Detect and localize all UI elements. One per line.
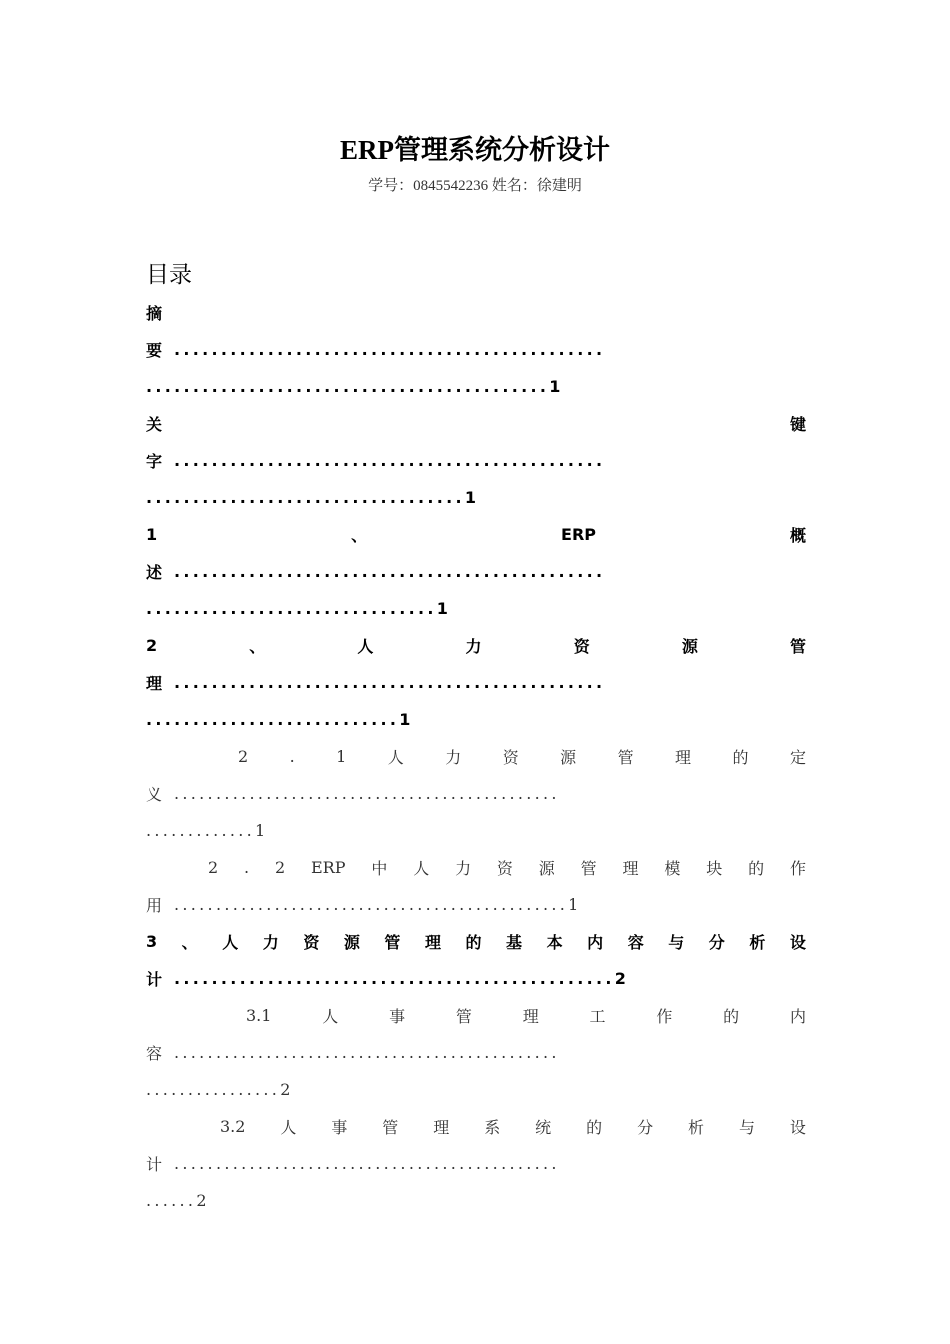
- toc-text: 力: [465, 637, 482, 656]
- toc-text: 2: [238, 747, 249, 766]
- toc-line: [146, 590, 806, 627]
- toc-text: 事: [389, 1007, 406, 1026]
- toc-page-number: 2: [280, 1080, 291, 1099]
- toc-line: [146, 1034, 806, 1071]
- toc-text: 键: [789, 415, 806, 434]
- toc-text: 工: [589, 1007, 606, 1026]
- toc-text: ERP: [561, 525, 597, 544]
- toc-line: [146, 738, 806, 775]
- toc-text: 、: [249, 637, 266, 656]
- toc-text: 本: [546, 933, 563, 952]
- toc-text: 的: [586, 1118, 603, 1137]
- toc-text: 力: [445, 748, 462, 767]
- toc-text: 关: [146, 415, 163, 434]
- toc-text: 设: [789, 1118, 806, 1137]
- toc-text: 理: [424, 933, 441, 952]
- toc-text: 管: [580, 859, 597, 878]
- toc-line: [146, 627, 806, 664]
- toc-leader-dots: ...........................................: [146, 377, 550, 396]
- toc-text: 容: [627, 933, 644, 952]
- toc-leader-dots: ..............................................: [174, 784, 560, 803]
- toc-text: 模: [664, 859, 681, 878]
- toc-line: [146, 442, 806, 479]
- toc-text: 分: [708, 933, 725, 952]
- toc-leader-dots: ..............................................: [174, 673, 606, 692]
- toc-text: 管: [455, 1007, 472, 1026]
- toc-text: 内: [587, 933, 604, 952]
- toc-text: 述: [146, 563, 163, 582]
- toc-leader-dots: ...............................: [146, 599, 437, 618]
- toc-text: 的: [732, 748, 749, 767]
- toc-text: 理: [433, 1118, 450, 1137]
- toc-leader-dots: ...........................: [146, 710, 400, 729]
- toc-text: 3.2: [220, 1117, 246, 1136]
- toc-text: 设: [789, 933, 806, 952]
- toc-text: 系: [484, 1118, 501, 1137]
- toc-page-number: 2: [196, 1191, 207, 1210]
- toc-text: 用: [146, 896, 163, 915]
- toc-text: .: [289, 747, 295, 766]
- toc-text: 源: [343, 933, 360, 952]
- toc-text: 资: [573, 637, 590, 656]
- toc-text: 摘: [146, 304, 163, 323]
- toc-text: 分: [637, 1118, 654, 1137]
- toc-leader-dots: ..............................................: [174, 340, 606, 359]
- toc-text: 基: [506, 933, 523, 952]
- toc-text: 与: [668, 933, 685, 952]
- toc-line: [146, 1182, 806, 1219]
- document-title: ERP管理系统分析设计: [340, 135, 610, 165]
- toc-text: 的: [465, 933, 482, 952]
- toc-text: 源: [538, 859, 555, 878]
- toc-line: [146, 479, 806, 516]
- toc-text: 的: [723, 1007, 740, 1026]
- toc-heading: 目录: [146, 262, 192, 288]
- toc-text: 人: [222, 933, 239, 952]
- toc-page-number: 1: [399, 710, 411, 729]
- toc-text: 、: [181, 933, 198, 952]
- toc-text: 资: [303, 933, 320, 952]
- toc-line: [146, 923, 806, 960]
- toc-line: [146, 997, 806, 1034]
- toc-page-number: 1: [436, 599, 448, 618]
- toc-text: 理: [522, 1007, 539, 1026]
- toc-line: [146, 775, 806, 812]
- toc-text: 人: [280, 1118, 297, 1137]
- document-subtitle: 学号：0845542236 姓名：徐建明: [368, 178, 582, 194]
- toc-text: 字: [146, 452, 163, 471]
- toc-page-number: 1: [464, 488, 476, 507]
- toc-leader-dots: .............: [146, 821, 256, 840]
- toc-text: 力: [455, 859, 472, 878]
- toc-page-number: 1: [255, 821, 266, 840]
- toc-text: 源: [560, 748, 577, 767]
- toc-text: 块: [706, 859, 723, 878]
- toc-line: [146, 664, 806, 701]
- toc-line: [146, 368, 806, 405]
- toc-text: 人: [387, 748, 404, 767]
- toc-text: 统: [535, 1118, 552, 1137]
- toc-leader-dots: ..............................................: [174, 1043, 560, 1062]
- toc-text: 管: [617, 748, 634, 767]
- toc-text: 与: [738, 1118, 755, 1137]
- toc-text: 中: [371, 859, 388, 878]
- toc-leader-dots: ...............................................: [174, 895, 569, 914]
- toc-line: [146, 1145, 806, 1182]
- toc-line: [146, 886, 806, 923]
- toc-text: 的: [748, 859, 765, 878]
- toc-text: 作: [789, 859, 806, 878]
- toc-line: [146, 849, 806, 886]
- toc-line: [146, 331, 806, 368]
- toc-text: 要: [146, 341, 163, 360]
- toc-text: 管: [384, 933, 401, 952]
- toc-text: 析: [749, 933, 766, 952]
- toc-line: [146, 960, 806, 997]
- toc-line: [146, 1071, 806, 1108]
- toc-text: 理: [146, 674, 163, 693]
- toc-line: [146, 812, 806, 849]
- toc-text: .: [244, 858, 250, 877]
- toc-leader-dots: ..............................................: [174, 451, 606, 470]
- table-of-contents: [146, 294, 806, 1219]
- toc-line: [146, 294, 806, 331]
- toc-text: 人: [357, 637, 374, 656]
- toc-text: 、: [351, 526, 368, 545]
- toc-line: [146, 405, 806, 442]
- toc-text: 力: [262, 933, 279, 952]
- toc-text: 义: [146, 785, 163, 804]
- toc-text: 2: [274, 858, 286, 877]
- toc-text: 析: [688, 1118, 705, 1137]
- toc-text: 作: [656, 1007, 673, 1026]
- toc-page-number: 1: [549, 377, 561, 396]
- toc-text: 管: [382, 1118, 399, 1137]
- toc-leader-dots: ................: [146, 1080, 281, 1099]
- toc-page-number: 2: [614, 969, 626, 988]
- toc-text: 定: [789, 748, 806, 767]
- toc-page-number: 1: [568, 895, 579, 914]
- toc-text: 资: [502, 748, 519, 767]
- toc-text: 3.1: [246, 1006, 272, 1025]
- toc-leader-dots: ......: [146, 1191, 197, 1210]
- toc-text: 计: [146, 970, 163, 989]
- toc-leader-dots: ...............................................: [174, 969, 615, 988]
- toc-text: 管: [789, 637, 806, 656]
- toc-text: ERP: [311, 858, 346, 877]
- toc-text: 计: [146, 1155, 163, 1174]
- toc-text: 容: [146, 1044, 163, 1063]
- toc-text: 1: [336, 747, 347, 766]
- toc-text: 资: [496, 859, 513, 878]
- toc-text: 2: [146, 636, 158, 655]
- toc-text: 概: [789, 526, 806, 545]
- toc-leader-dots: ..............................................: [174, 1154, 560, 1173]
- toc-text: 源: [681, 637, 698, 656]
- toc-text: 3: [146, 932, 158, 951]
- toc-text: 1: [146, 525, 158, 544]
- toc-line: [146, 553, 806, 590]
- toc-text: 2: [208, 858, 219, 877]
- toc-line: [146, 701, 806, 738]
- toc-text: 理: [622, 859, 639, 878]
- toc-text: 内: [789, 1007, 806, 1026]
- toc-leader-dots: ..............................................: [174, 562, 606, 581]
- toc-line: [146, 1108, 806, 1145]
- toc-text: 理: [675, 748, 692, 767]
- toc-text: 人: [322, 1007, 339, 1026]
- toc-line: [146, 516, 806, 553]
- toc-leader-dots: ..................................: [146, 488, 465, 507]
- toc-text: 人: [413, 859, 430, 878]
- toc-text: 事: [331, 1118, 348, 1137]
